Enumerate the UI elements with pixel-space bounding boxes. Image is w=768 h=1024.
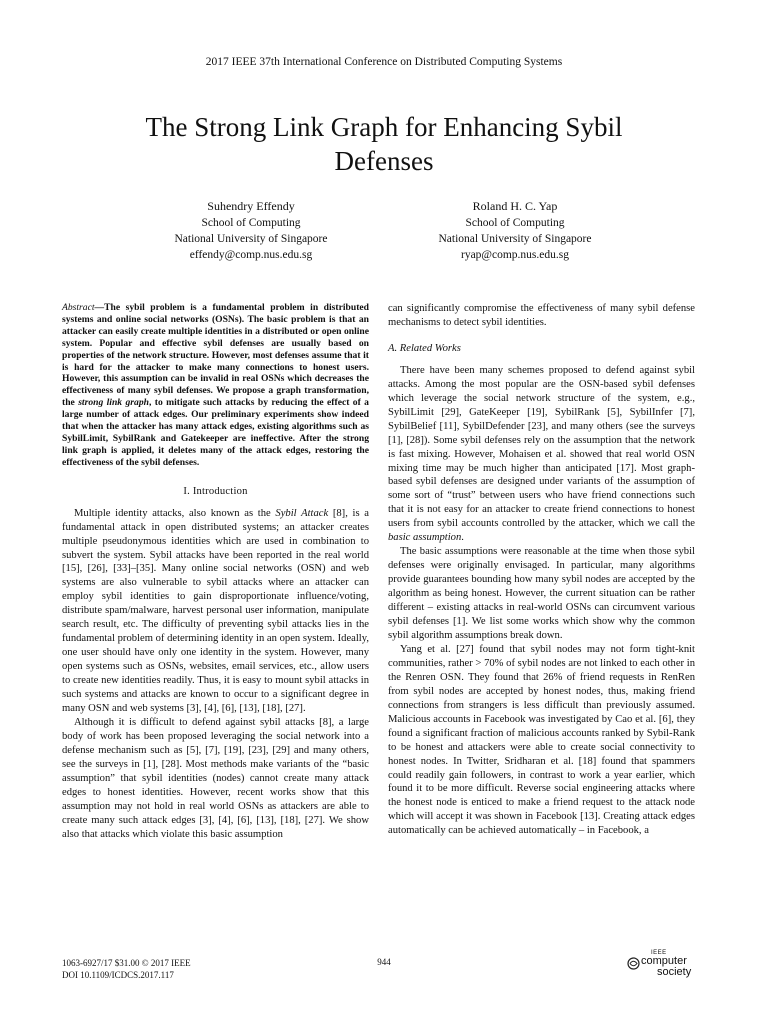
intro-p1-text-b: [8], is a fundamental attack in open distributed systems; an attacker creates multiple pseudonymous identities which are used in combination to subvert the system. Sybil attacks have been reported in the real world [15], [26], [33]–[35]. Many online social networks (OSN) and web systems are also vulnerable to sybil attacks where an attacker can employ sybil identities to gain disproportionate influence/voting, distribute spam/malware, harvest personal user information, manipulate search result, etc. The difficulty of preventing sybil attacks lies in the fundamental problem of determining identity in an open system. Ideally, one user should have only one identity in the system. However, many open systems such as OSNs, websites, email services, etc., allow users to create new identities readily. Thus, it is easy to mount sybil attacks in such systems and attacks are known to occur to a significant degree in many OSN and web systems [3], [4], [6], [13], [18], [27].: [62, 507, 370, 714]
related-p1-emphasis: basic assumption: [388, 532, 462, 544]
paper-title: The Strong Link Graph for Enhancing Sybil Defenses: [145, 112, 623, 176]
related-p1-text-b: .: [461, 532, 464, 544]
author-email: effendy@comp.nus.edu.sg: [189, 249, 313, 261]
page-number: 944: [377, 957, 391, 967]
abstract: [62, 302, 369, 469]
left-column: [62, 302, 369, 842]
ieee-cs-swirl-icon: [627, 957, 640, 970]
related-paragraph-3: Yang et al. [27] found that sybil nodes may not form tight-knit communities, rather > 70% of sybil nodes are not linked to each other in the Renren OSN. They found that 26% of friend requests in RenRen from sybil nodes are accepted by honest nodes, thus, making friend connections from strangers is less difficult than previously assumed. Malicious accounts in Facebook was investigated by Cao et al. [6], they found a significant fraction of malicious accounts ranked by Sybil-Rank to be honest and attackers were able to create social connectivity to honest nodes. In Twitter, Sridharan et al. [18] found that spammers could readily gain followers, in contrast to work a year earlier, which found it to be more difficult. Reverse social engineering attacks where the honest node is enticed to make a friend request to the attack node which will accept it was shown in Facebook [13]. Creating attack edges automatically can be achieved automatically – in Facebook, a: [388, 643, 695, 837]
section-heading-introduction: I. Introduction: [183, 485, 248, 497]
abstract-text-2: , to mitigate such attacks by reducing the effect of a large number of attack edges. Our preliminary experiments show indeed that when the attacker has many attack edges, existing algorithms such as SybilLimit, SybilRank and Gatekeeper are ineffective. After the strong link graph is applied, it deletes many of the attack edges, restoring the effectiveness of the sybil defenses.: [62, 397, 369, 468]
intro-p1-text-a: Multiple identity attacks, also known as the: [74, 507, 276, 519]
intro-paragraph-1: [62, 507, 369, 716]
ieee-computer-society-logo: [627, 950, 707, 982]
intro-paragraph-2: Although it is difficult to defend against sybil attacks [8], a large body of work has been proposed leveraging the social network into a defense mechanism such as [5], [7], [19], [23], [29] and many others, see the surveys in [1], [28]. Most methods make variants of the “basic assumption” that sybil identities (nodes) cannot create many attack edges to honest identities. However, recent works show that this assumption may not hold in real world OSNs as attackers are able to create many such attack edges [3], [4], [6], [13], [18], [27]. We show also that attacks which violate this basic assumption: [62, 716, 369, 840]
related-paragraph-2: The basic assumptions were reasonable at the time when those sybil defenses were originally envisaged. In particular, many algorithms provide guarantees bounding how many sybil nodes are accepted by the algorithm as being honest. However, the current situation can be rather different – existing attacks in real-world OSNs can circumvent various sybil defenses [1]. We list some works which show why the common sybil algorithm assumptions break down.: [388, 546, 695, 641]
author-dept: School of Computing: [465, 217, 565, 229]
related-p1-text-a: There have been many schemes proposed to defend against sybil attacks. Among the most popular are the OSN-based sybil defenses which leverage the social network structure of the system, e.g., SybilLimit [29], GateKeeper [19], SybilRank [5], SybilInfer [7], SybilBelief [11], SybilDefender [23], and many others (see the surveys [1], [28]). Some sybil defenses rely on the assumption that the network is fast mixing. However, Mohaisen et al. showed that real world OSN mixing time may be much higher than anticipated [17]. Most graph-based sybil defenses are designed under variants of the assumption of some sort of “trust” between users who have friend connections such that it is not easy for an attacker to create friend connections to honest users from sybil accounts controlled by the attacker, which we call the: [388, 364, 695, 530]
continuation-paragraph: can significantly compromise the effectiveness of many sybil defense mechanisms to detect sybil identities.: [388, 303, 695, 328]
abstract-emphasis: strong link graph: [78, 397, 149, 409]
author-dept: School of Computing: [201, 217, 301, 229]
author-block-1: [126, 198, 376, 263]
footer-publication-info: [62, 957, 191, 981]
subsection-heading-related-works: A. Related Works: [388, 342, 461, 354]
conference-header: 2017 IEEE 37th International Conference on Distributed Computing Systems: [205, 56, 563, 68]
intro-p1-emphasis: Sybil Attack: [275, 507, 329, 519]
footer-doi: DOI 10.1109/ICDCS.2017.117: [62, 970, 174, 980]
author-org: National University of Singapore: [174, 233, 328, 245]
author-name: Roland H. C. Yap: [472, 199, 558, 213]
related-paragraph-1: [388, 364, 695, 545]
author-block-2: [390, 198, 640, 263]
logo-society-text: society: [657, 966, 692, 978]
right-column: [388, 302, 695, 838]
author-org: National University of Singapore: [438, 233, 592, 245]
footer-issn: 1063-6927/17 $31.00 © 2017 IEEE: [62, 958, 191, 968]
author-name: Suhendry Effendy: [207, 199, 295, 213]
abstract-label: Abstract: [62, 302, 95, 313]
abstract-text-1: —The sybil problem is a fundamental problem in distributed systems and online social networks (OSNs). The basic problem is that an attacker can easily create multiple identities in a distributed or open online system. Popular and effective sybil defenses are usually based on properties of the network structure. However, most defenses assume that it is hard for the attacker to make many connections to honest users. However, this assumption can be invalid in real OSNs which decreases the effectiveness of many sybil defenses. We propose a graph transformation, the: [62, 302, 369, 409]
logo-ieee-text: IEEE: [651, 950, 667, 956]
author-email: ryap@comp.nus.edu.sg: [460, 249, 569, 261]
logo-computer-text: computer: [641, 955, 687, 967]
